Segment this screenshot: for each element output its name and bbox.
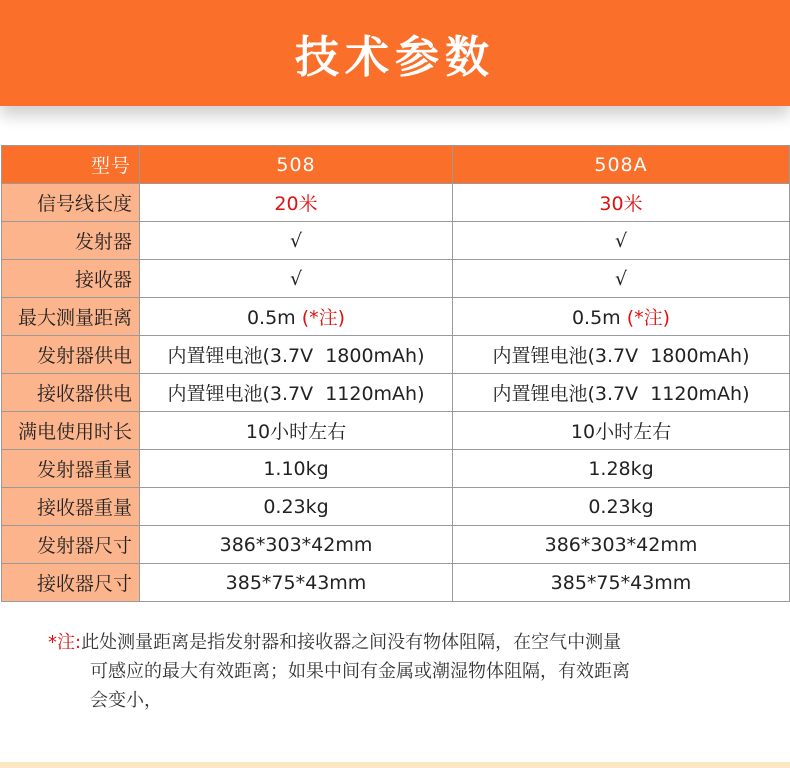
row-label: 最大测量距离 (2, 298, 140, 336)
header-label: 型号 (2, 146, 140, 184)
table-row (2, 450, 790, 488)
cell-value: 内置锂电池(3.7V 1800mAh) (140, 336, 453, 374)
table-row (2, 184, 790, 222)
table-row (2, 412, 790, 450)
cell-value: 1.28kg (453, 450, 790, 488)
cell-value: 内置锂电池(3.7V 1120mAh) (140, 374, 453, 412)
cell-value: 30米 (453, 184, 790, 222)
table-row (2, 336, 790, 374)
row-label: 发射器重量 (2, 450, 140, 488)
cell-value: 385*75*43mm (453, 564, 790, 602)
row-label: 发射器 (2, 222, 140, 260)
distance-value: 0.5m (246, 307, 296, 329)
spec-table (1, 145, 790, 602)
cell-value: 10小时左右 (453, 412, 790, 450)
row-label: 接收器 (2, 260, 140, 298)
header-banner (0, 0, 790, 106)
row-label: 接收器供电 (2, 374, 140, 412)
cell-value: 386*303*42mm (453, 526, 790, 564)
cell-value (453, 298, 790, 336)
cell-value: 10小时左右 (140, 412, 453, 450)
row-label: 发射器尺寸 (2, 526, 140, 564)
distance-value: 0.5m (571, 307, 621, 329)
check-mark: √ (140, 260, 453, 298)
check-mark: √ (453, 260, 790, 298)
note-ref: (*注) (301, 307, 346, 329)
footnote-first-line (48, 628, 768, 657)
cell-value: 1.10kg (140, 450, 453, 488)
cell-value: 385*75*43mm (140, 564, 453, 602)
table-row (2, 526, 790, 564)
table-row (2, 374, 790, 412)
footnote-mark: *注: (48, 632, 82, 653)
footnote-text: 会变小， (90, 690, 162, 711)
row-label: 满电使用时长 (2, 412, 140, 450)
cell-value: 内置锂电池(3.7V 1120mAh) (453, 374, 790, 412)
table-row (2, 298, 790, 336)
footnote (48, 628, 768, 715)
cell-value: 386*303*42mm (140, 526, 453, 564)
footnote-text: 可感应的最大有效距离；如果中间有金属或潮湿物体阻隔，有效距离 (90, 661, 630, 682)
row-label: 发射器供电 (2, 336, 140, 374)
row-label: 接收器尺寸 (2, 564, 140, 602)
check-mark: √ (140, 222, 453, 260)
cell-value (140, 298, 453, 336)
table-header-row (2, 146, 790, 184)
cell-value: 0.23kg (140, 488, 453, 526)
model-508: 508 (140, 146, 453, 184)
table-row (2, 488, 790, 526)
note-ref: (*注) (626, 307, 671, 329)
bottom-divider (0, 762, 790, 768)
footnote-text: 此处测量距离是指发射器和接收器之间没有物体阻隔，在空气中测量 (81, 632, 622, 653)
table-row (2, 564, 790, 602)
table-row (2, 222, 790, 260)
model-508a: 508A (453, 146, 790, 184)
row-label: 接收器重量 (2, 488, 140, 526)
check-mark: √ (453, 222, 790, 260)
cell-value: 0.23kg (453, 488, 790, 526)
cell-value: 20米 (140, 184, 453, 222)
page-title: 技术参数 (295, 32, 495, 83)
table-row (2, 260, 790, 298)
cell-value: 内置锂电池(3.7V 1800mAh) (453, 336, 790, 374)
row-label: 信号线长度 (2, 184, 140, 222)
